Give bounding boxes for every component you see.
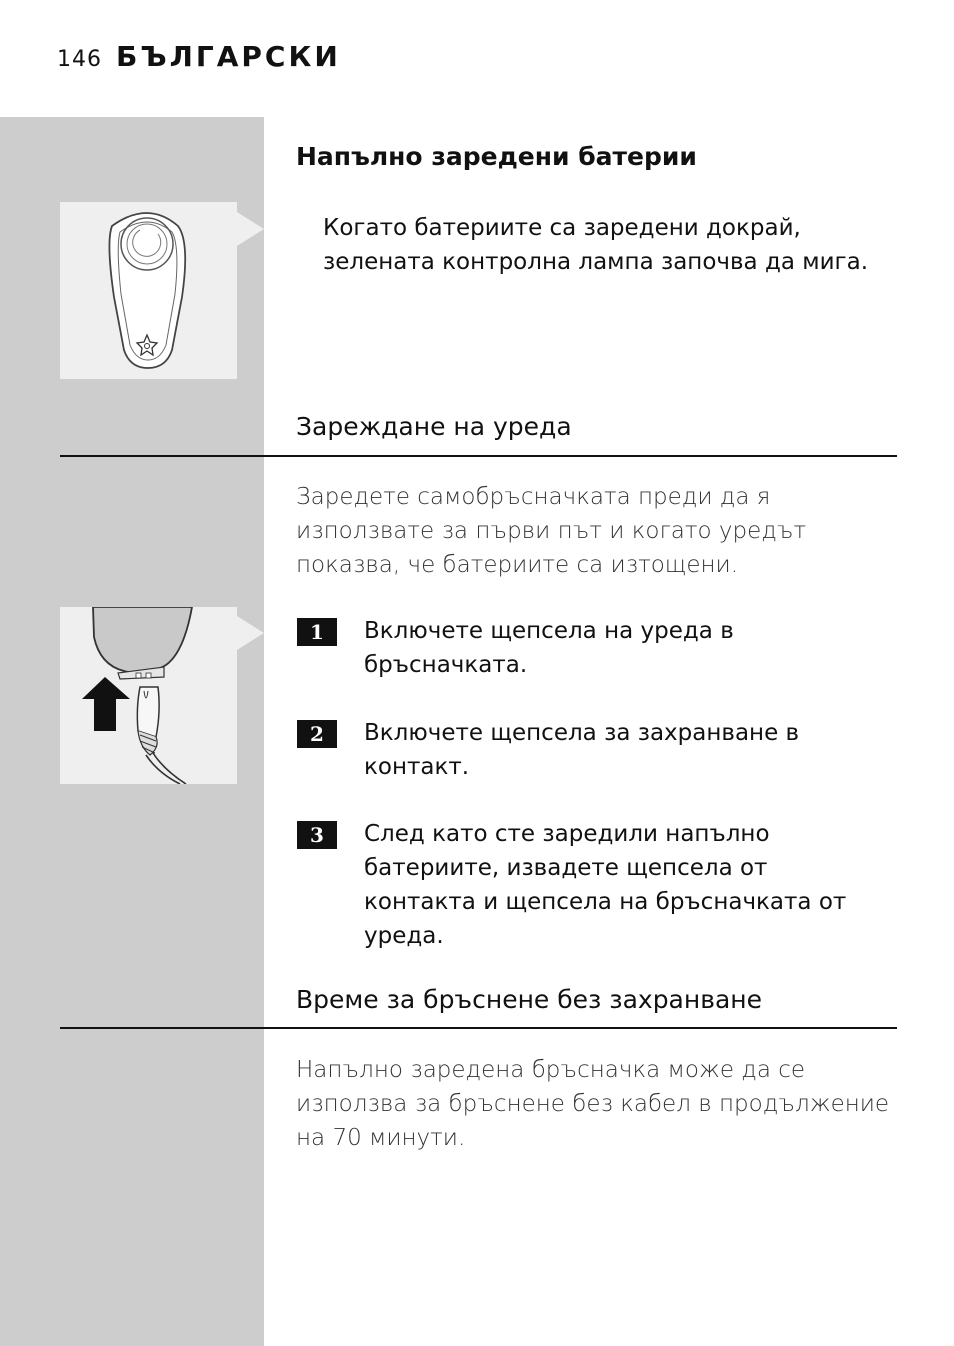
paragraph-full-batteries: Когато батериите са заредени докрай, зелената контролна лампа започва да мига. (323, 215, 869, 275)
step-number: 1 (297, 618, 337, 646)
step-1 (297, 614, 884, 682)
language-title: БЪЛГАРСКИ (116, 40, 341, 73)
shaver-charge-light-icon (60, 202, 237, 379)
section-title-charging: Зареждане на уреда (296, 412, 572, 441)
section-title-cordless-time: Време за бръснене без захранване (296, 985, 763, 1014)
page-number: 146 (57, 47, 102, 72)
step-2 (297, 716, 884, 784)
step-text: Включете щепсела на уреда в бръсначката. (364, 618, 734, 678)
paragraph-cordless-time: Напълно заредена бръсначка може да се използва за бръснене без кабел в продължение на 70 минути. (296, 1057, 890, 1151)
panel-pointer (237, 616, 264, 650)
panel-pointer (237, 212, 264, 246)
step-3 (297, 817, 884, 953)
section-title-full-batteries: Напълно заредени батерии (296, 142, 697, 171)
illustration-panel-plug (60, 607, 237, 784)
step-number: 3 (297, 821, 337, 849)
illustration-panel-charge-light (60, 202, 237, 379)
step-number: 2 (297, 720, 337, 748)
step-text: Включете щепсела за захранване в контакт. (364, 720, 800, 780)
section-divider (60, 455, 897, 457)
step-text: След като сте заредили напълно батериите, извадете щепсела от контакта и щепсела на бръсначката от уреда. (364, 821, 847, 949)
section-divider (60, 1027, 897, 1029)
paragraph-charging-intro: Заредете самобръсначката преди да я използвате за първи път и когато уредът показва, че батериите са изтощени. (296, 484, 807, 578)
plug-insert-icon (60, 607, 237, 784)
page-header (57, 40, 341, 73)
